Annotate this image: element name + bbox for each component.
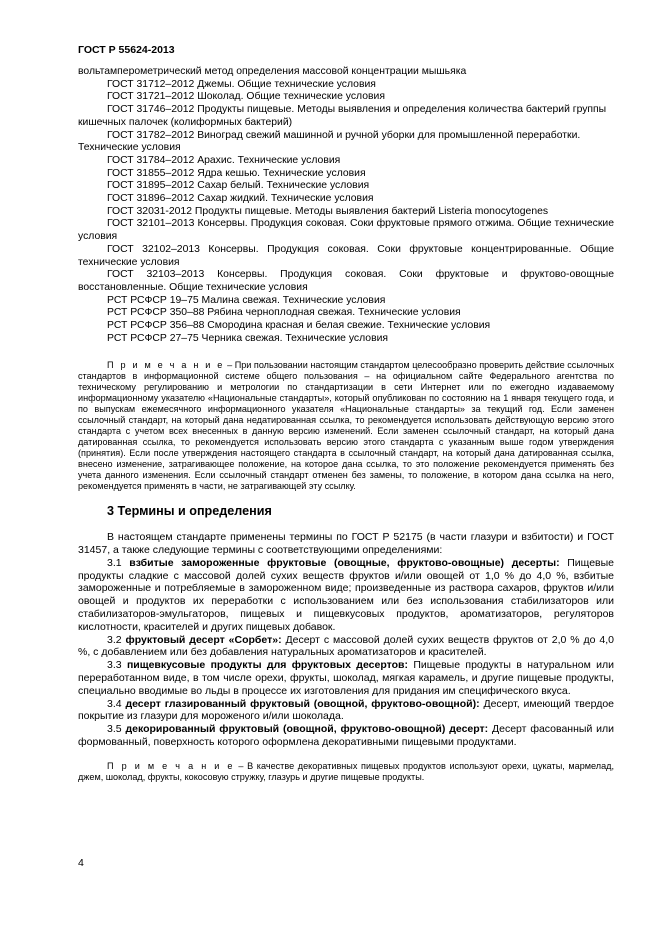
page-number: 4	[78, 857, 84, 869]
reference-line: ГОСТ 31712–2012 Джемы. Общие технические условия	[107, 78, 376, 90]
reference-line: вольтамперометрический метод определения массовой концентрации мышьяка	[78, 66, 467, 77]
term-number: 3.1	[107, 556, 130, 569]
reference-line: РСТ РСФСР 350–88 Рябина черноплодная свежая. Технические условия	[107, 307, 461, 319]
term-name: декорированный фруктовый (овощной, фруктово-овощной) десерт:	[125, 723, 489, 736]
reference-line: ГОСТ 32102–2013 Консервы. Продукция соковая. Соки фруктовые концентрированные. Общие технические условия	[78, 243, 614, 268]
reference-line: ГОСТ 31721–2012 Шоколад. Общие технические условия	[107, 91, 385, 103]
document-code-header: ГОСТ Р 55624-2013	[78, 44, 175, 56]
term-name: взбитые замороженные фруктовые (овощные, фруктово-овощные) десерты:	[129, 556, 560, 569]
term-number: 3.5	[107, 723, 126, 736]
note-decorative	[78, 761, 614, 783]
section-intro: В настоящем стандарте применены термины по ГОСТ Р 52175 (в части глазури и взбитости) и ГОСТ 31457, а также следующие термины с соответствующими определениями:	[78, 531, 614, 556]
term-def: Десерт фасованный или формованный, поверхность которого оформлена декоративными пищевыми продуктами.	[78, 723, 615, 748]
section-3-title: 3 Термины и определения	[107, 504, 272, 519]
note-text: – При пользовании настоящим стандартом целесообразно проверить действие ссылочных стандартов в информационной системе общего пользования – на официальном сайте Федерального агентства по техническому регулированию и метрологии по стандартизации в сети Интернет или по ежегодно издаваемому информационному указателю «Национальные стандарты», который опубликован по состоянию на 1 января текущего года, и по выпускам ежемесячного информационного указателя «Национальные стандарты» за текущий год. Если заменен ссылочный стандарт, на который дана недатированная ссылка, то рекомендуется использовать действующую версию этого стандарта с учетом всех внесенных в данную версию изменений. Если заменен ссылочный стандарт, на который дана датированная ссылка, то рекомендуется использовать версию этого стандарта с указанным выше годом утверждения (принятия). Если после утверждения настоящего стандарта в ссылочный стандарт, на который дана датированная ссылка, внесено изменение, затрагивающее положение, на которое дана ссылка, то это положение рекомендуется применять без учета данного изменения. Если ссылочный стандарт отменен без замены, то положение, в котором дана ссылка на него, рекомендуется применять в части, не затрагивающей эту ссылку.	[78, 360, 614, 492]
reference-line: ГОСТ 31782–2012 Виноград свежий машинной и ручной уборки для промышленной переработки. Технические условия	[78, 129, 581, 154]
reference-line: ГОСТ 31746–2012 Продукты пищевые. Методы выявления и определения количества бактерий группы кишечных палочек (колиформных бактерий)	[78, 104, 607, 128]
term-name: пищевкусовые продукты для фруктовых десертов:	[126, 659, 408, 672]
term-definition	[78, 634, 614, 660]
term-number: 3.2	[107, 633, 126, 646]
note-label: П р и м е ч а н и е	[107, 360, 225, 371]
page-content	[78, 66, 614, 783]
term-def: Пищевые продукты сладкие с массовой долей сухих веществ фруктов и/или овощей от 1,0 % до 4,0 %, взбитые замороженные и потребляемые в замороженном виде; произведенные из раствора сахаров, фруктов и/или овощей и продуктов их переработки с использованием или без использования стабилизаторов или стабилизаторов-эмульгаторов, пищевых и пищевкусовых продуктов, ароматизаторов, регуляторов кислотности, красителей и других пищевых добавок.	[78, 556, 615, 633]
reference-line: РСТ РСФСР 356–88 Смородина красная и белая свежие. Технические условия	[107, 320, 491, 332]
terms-section	[78, 531, 614, 749]
term-def: Пищевые продукты в натуральном или переработанном виде, в том числе орехи, фрукты, шоколад, мягкая карамель, и другие пищевые продукты, специально вводимые во льды в процессе их изготовления для придания им специфического вкуса.	[78, 659, 615, 697]
note-text: – В качестве декоративных пищевых продуктов используют орехи, цукаты, мармелад, джем, шоколад, фрукты, кокосовую стружку, глазурь и другие пищевые продукты.	[78, 760, 614, 782]
term-number: 3.3	[107, 659, 127, 672]
term-definition	[78, 659, 614, 697]
term-definition	[78, 698, 614, 724]
reference-line: ГОСТ 32101–2013 Консервы. Продукция соковая. Соки фруктовые прямого отжима. Общие технические условия	[78, 218, 614, 243]
reference-line: ГОСТ 32103–2013 Консервы. Продукция соковая. Соки фруктовые и фруктово-овощные восстановленные. Общие технические условия	[78, 269, 614, 293]
note-label: П р и м е ч а н и е	[107, 760, 235, 771]
reference-line: РСТ РСФСР 27–75 Черника свежая. Технические условия	[107, 332, 389, 344]
reference-line: ГОСТ 31896–2012 Сахар жидкий. Технические условия	[107, 193, 374, 205]
reference-line: ГОСТ 31855–2012 Ядра кешью. Технические условия	[107, 167, 366, 179]
term-name: десерт глазированный фруктовый (овощной, фруктово-овощной):	[125, 697, 480, 710]
term-definition	[78, 557, 614, 634]
note-references	[78, 360, 614, 492]
reference-line: ГОСТ 32031-2012 Продукты пищевые. Методы выявления бактерий Listeria monocytogenes	[107, 205, 549, 217]
term-definition	[78, 723, 614, 749]
term-def: Десерт с массовой долей сухих веществ фруктов от 2,0 % до 4,0 %, с добавлением или без добавления натуральных ароматизаторов и красителей.	[78, 633, 614, 659]
term-def: Десерт, имеющий твердое покрытие из глазури для мороженого и/или шоколада.	[78, 697, 615, 723]
reference-line: РСТ РСФСР 19–75 Малина свежая. Технические условия	[107, 294, 386, 306]
term-number: 3.4	[107, 697, 126, 710]
reference-line: ГОСТ 31784–2012 Арахис. Технические условия	[107, 154, 341, 166]
reference-line: ГОСТ 31895–2012 Сахар белый. Технические условия	[107, 180, 370, 192]
term-name: фруктовый десерт «Сорбет»:	[125, 633, 282, 646]
